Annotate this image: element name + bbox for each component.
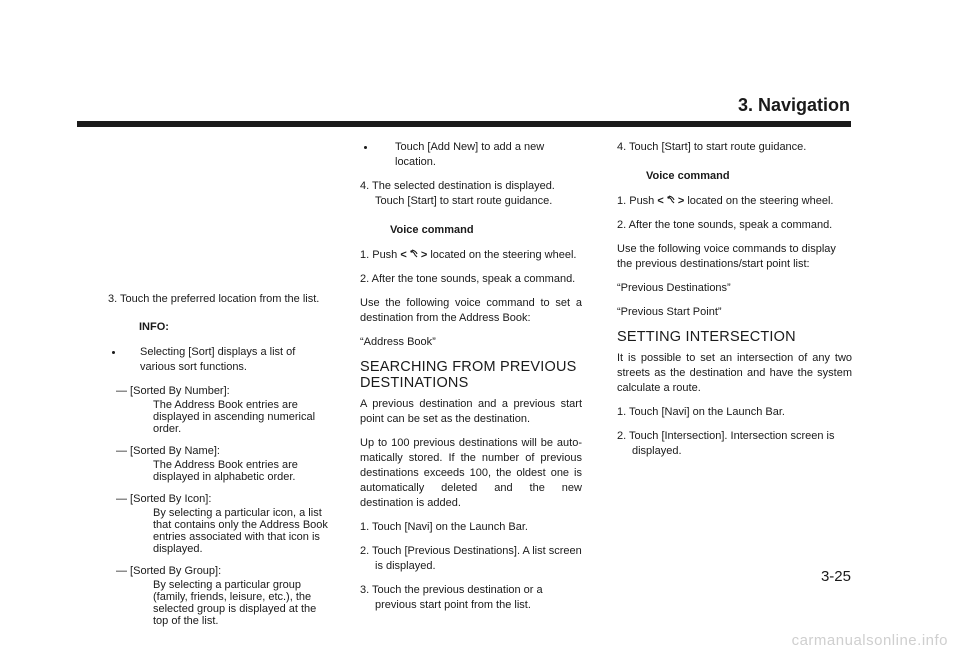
previous-auto-store: Up to 100 previous destinations will be auto-matically stored. If the number of previous destinations exceeds 100, the oldest one is automatically deleted and the new destination is added. [360,437,582,509]
sort-desc-group: By selecting a particular group (family, friends, leisure, etc.), the selected group is displayed at the top of the list. [153,579,317,627]
sort-label-group: — [Sorted By Group]: [116,565,222,577]
step-3: 3. Touch the preferred location from the list. [108,293,320,305]
voice-talk-icon [409,249,419,259]
gt-bracket-2: > [677,195,685,207]
voice-step-1-pre: 1. Push [360,249,398,261]
step-4-start: 4. Touch [Start] to start route guidance. [617,141,807,153]
sort-label-icon: — [Sorted By Icon]: [116,493,212,505]
page-number: 3-25 [820,568,851,585]
use-following: Use the following voice command to set a destination from the Address Book: [360,297,582,324]
section-heading-previous: SEARCHING FROM PREVIOUS DESTINATIONS [360,359,577,391]
inter-step-1: 1. Touch [Navi] on the Launch Bar. [617,406,785,418]
voice-step-1b [617,194,852,209]
previous-intro: A previous destination and a previous start point can be set as the destination. [360,398,582,425]
voice-talk-icon [666,195,676,205]
column-1 [108,292,330,636]
prev-step-3: 3. Touch the previous destination or a previous start point from the list. [360,584,543,611]
voice-step-2: 2. After the tone sounds, speak a command. [360,273,576,285]
voice-step-1 [360,248,582,263]
column-3 [617,140,852,468]
lt-bracket: < [400,249,407,261]
quote-previous-destinations: “Previous Destinations” [617,282,731,294]
chapter-title: 3. Navigation [737,95,850,115]
quote-previous-start-point: “Previous Start Point” [617,306,722,318]
watermark: carmanualsonline.info [791,632,948,649]
prev-step-1: 1. Touch [Navi] on the Launch Bar. [360,521,528,533]
use-following-2: Use the following voice commands to display the previous destinations/start point list: [617,243,836,270]
lt-bracket-2: < [657,195,664,207]
voice-step-1b-pre: 1. Push [617,195,655,207]
step-4: 4. The selected destination is displayed. Touch [Start] to start route guidance. [360,180,555,207]
sort-label-number: — [Sorted By Number]: [116,385,230,397]
voice-command-label: Voice command [390,224,474,236]
voice-step-1b-post: located on the steering wheel. [687,195,834,207]
sort-desc-icon: By selecting a particular icon, a list that contains only the Address Book entries associated with that icon is displayed. [153,507,328,555]
voice-step-2b: 2. After the tone sounds, speak a command. [617,219,833,231]
inter-step-2: 2. Touch [Intersection]. Intersection screen is displayed. [617,430,835,457]
bullet-add-new: Touch [Add New] to add a new location. [360,140,582,170]
sort-desc-name: The Address Book entries are displayed in alphabetic order. [153,459,298,483]
bullet-sort: Selecting [Sort] displays a list of various sort functions. [108,345,330,375]
section-heading-intersection: SETTING INTERSECTION [617,329,796,345]
intersection-intro: It is possible to set an intersection of any two streets as the destination and have the system calculate a route. [617,352,852,394]
header-rule [77,121,851,127]
prev-step-2: 2. Touch [Previous Destinations]. A list screen is displayed. [360,545,582,572]
sort-label-name: — [Sorted By Name]: [116,445,220,457]
sort-desc-number: The Address Book entries are displayed in ascending numerical order. [153,399,316,435]
gt-bracket: > [420,249,428,261]
column-2 [360,140,582,622]
info-label: INFO: [139,321,169,333]
voice-command-label-2: Voice command [646,170,730,182]
quote-address-book: “Address Book” [360,336,436,348]
voice-step-1-post: located on the steering wheel. [430,249,577,261]
